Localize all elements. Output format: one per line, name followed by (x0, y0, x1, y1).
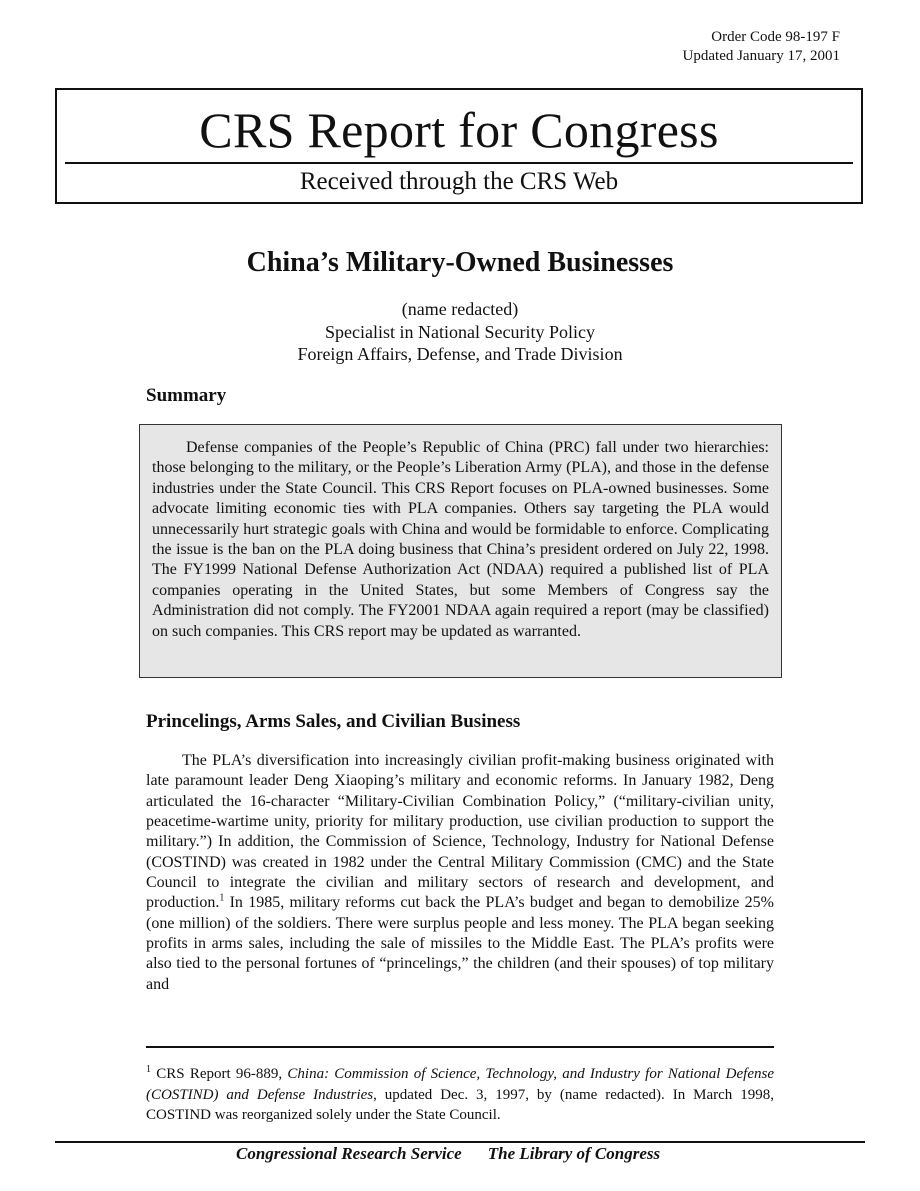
footnote-title: China: Commission of Science, Technology, and Industry for National Defense (COSTIND) and Defense Industries (146, 1066, 774, 1103)
section-body (146, 751, 774, 995)
banner-divider (65, 162, 853, 164)
summary-text: Defense companies of the People’s Republic of China (PRC) fall under two hierarchies: those belonging to the military, or the People’s Liberation Army (PLA), and those in the defense industries under the State Council. This CRS Report focuses on PLA-owned businesses. Some advocate limiting economic ties with PLA companies. Others say targeting the PLA would unnecessarily hurt strategic goals with China and would be formidable to enforce. Complicating the issue is the ban on the PLA doing business that China’s president ordered on July 22, 1998. The FY1999 National Defense Authorization Act (NDAA) required a published list of PLA companies operating in the United States, but some Members of Congress say the Administration did not comply. The FY2001 NDAA again required a report (may be classified) on such companies. This CRS report may be updated as warranted. (152, 439, 769, 640)
footnote-marker: 1 (146, 1064, 151, 1075)
summary-heading: Summary (146, 385, 227, 406)
section-text-part1: The PLA’s diversification into increasingly civilian profit-making business originated with late paramount leader Deng Xiaoping’s military and economic reforms. In January 1982, Deng articulated the 16-character “Military-Civilian Combination Policy,” (“military-civilian unity, peacetime-wartime unity, priority for military production, use civilian production to support the military.”) In addition, the Commission of Science, Technology, Industry for National Defense (COSTIND) was created in 1982 under the Central Military Commission (CMC) and the State Council to integrate the civilian and military sectors of research and development, and production. (146, 752, 774, 912)
author-division: Foreign Affairs, Defense, and Trade Division (297, 344, 623, 364)
author-name: (name redacted) (401, 299, 519, 319)
footer (236, 1143, 660, 1165)
section-heading: Princelings, Arms Sales, and Civilian Business (146, 711, 521, 732)
footer-library: The Library of Congress (487, 1144, 661, 1163)
footnote-text (146, 1064, 774, 1126)
footnote-reference[interactable]: 1 (219, 893, 225, 905)
footnote-divider (146, 1046, 774, 1048)
section-text-part2: In 1985, military reforms cut back the PLA’s budget and began to demobilize 25% (one million) of the soldiers. There were surplus people and less money. The PLA began seeking profits in arms sales, including the sale of missiles to the Middle East. The PLA’s profits were also tied to the personal fortunes of “princelings,” the children (and their spouses) of top military and (146, 894, 774, 993)
banner-title: CRS Report for Congress (199, 102, 719, 158)
order-code-block (683, 28, 840, 66)
footnote (146, 1064, 774, 1126)
report-banner (55, 88, 863, 204)
author-block (0, 298, 920, 366)
banner-subtitle: Received through the CRS Web (299, 168, 619, 195)
summary-box (139, 424, 782, 678)
document-title: China’s Military-Owned Businesses (246, 247, 674, 278)
footnote-tail: , updated Dec. 3, 1997, by (name redacted). In March 1998, COSTIND was reorganized solely under the State Council. (146, 1086, 774, 1123)
order-code: Order Code 98-197 F (711, 29, 840, 45)
footnote-lead: CRS Report 96-889, (151, 1066, 288, 1082)
author-role: Specialist in National Security Policy (325, 321, 595, 342)
footer-crs: Congressional Research Service (236, 1144, 462, 1163)
section-paragraph (146, 751, 774, 995)
updated-date: Updated January 17, 2001 (682, 48, 840, 64)
